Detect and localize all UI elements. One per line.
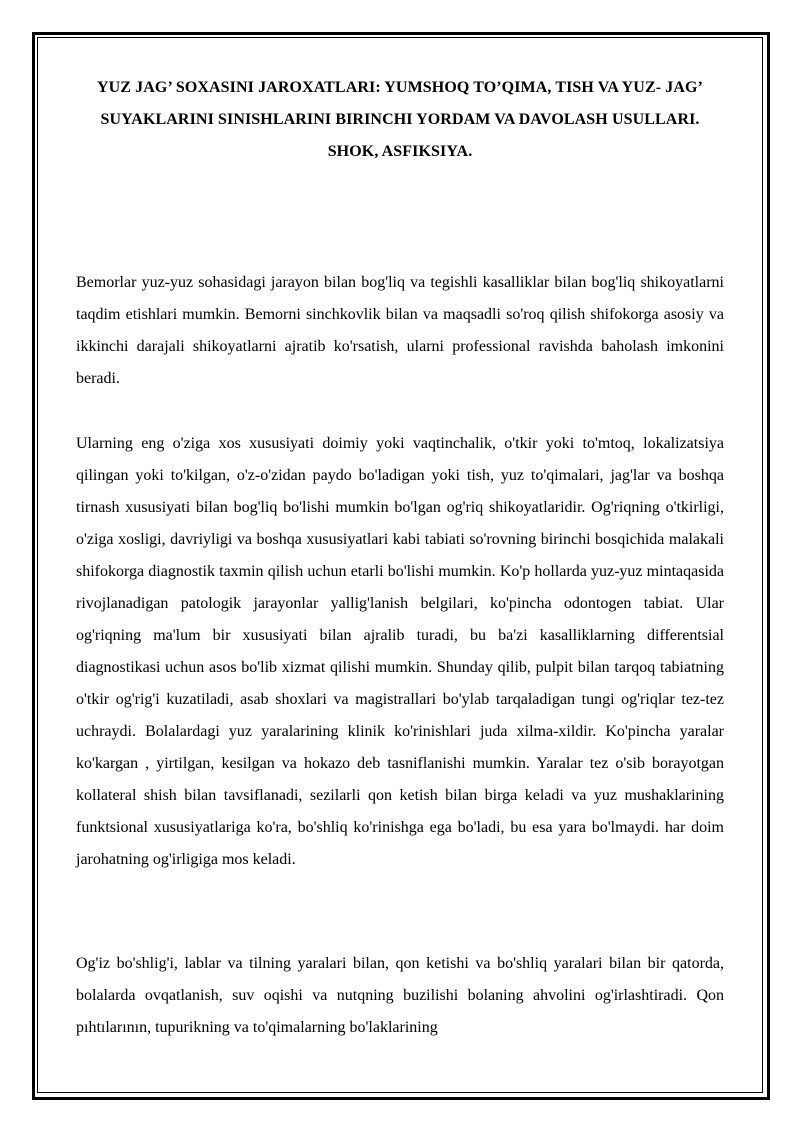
paragraph-1: Bemorlar yuz-yuz sohasidagi jarayon bilan bog'liq va tegishli kasalliklar bilan bog'liq shikoyatlarni taqdim etishlari mumkin. Bemorni sinchkovlik bilan va maqsadli so'roq qilish shifokorga asosiy va ikkinchi darajali shikoyatlarni ajratib ko'rsatish, ularni professional ravishda baholash imkonini beradi.	[76, 274, 724, 387]
paragraph-2: Ularning eng o'ziga xos xususiyati doimiy yoki vaqtinchalik, o'tkir yoki to'mtoq, lokalizatsiya qilingan yoki to'kilgan, o'z-o'zidan paydo bo'ladigan yoki tish, yuz to'qimalari, jag'lar va boshqa tirnash xususiyati bilan bog'liq bo'lishi mumkin bo'lgan og'riq shikoyatlaridir. Og'riqning o'tkirligi, o'ziga xosligi, davriyligi va boshqa xususiyatlari kabi tabiati so'rovning birinchi bosqichida malakali shifokorga diagnostik taxmin qilish uchun etarli bo'lishi mumkin. Ko'p hollarda yuz-yuz mintaqasida rivojlanadigan patologik jarayonlar yallig'lanish belgilari, ko'pincha odontogen tabiat. Ular og'riqning ma'lum bir xususiyati bilan ajralib turadi, bu ba'zi kasalliklarning differentsial diagnostikasi uchun asos bo'lib xizmat qilishi mumkin. Shunday qilib, pulpit bilan tarqoq tabiatning o'tkir og'rig'i kuzatiladi, asab shoxlari va magistrallari bo'ylab tarqaladigan tungi og'riqlar tez-tez uchraydi. Bolalardagi yuz yaralarining klinik ko'rinishlari juda xilma-xildir. Ko'pincha yaralar ko'kargan , yirtilgan, kesilgan va hokazo deb tasniflanishi mumkin. Yaralar tez o'sib borayotgan kollateral shish bilan tavsiflanadi, sezilarli qon ketish bilan birga keladi va yuz mushaklarining funktsional xususiyatlariga ko'ra, bo'shliq ko'rinishga ega bo'ladi, bu esa yara bo'lmaydi. har doim jarohatning og'irligiga mos keladi.	[76, 435, 724, 868]
document-title: YUZ JAG’ SOXASINI JAROXATLARI: YUMSHOQ TO’QIMA, TISH VA YUZ- JAG’ SUYAKLARINI SINISHLARINI BIRINCHI YORDAM VA DAVOLASH USULLARI. SHOK, ASFIKSIYA.	[97, 79, 703, 160]
paragraph-3: Og'iz bo'shlig'i, lablar va tilning yaralari bilan, qon ketishi va bo'shliq yaralari bilan bir qatorda, bolalarda ovqatlanish, suv oqishi va nutqning buzilishi bolaning ahvolini og'irlashtiradi. Qon pıhtılarının, tupurikning va to'qimalarning bo'laklarining	[76, 955, 724, 1036]
